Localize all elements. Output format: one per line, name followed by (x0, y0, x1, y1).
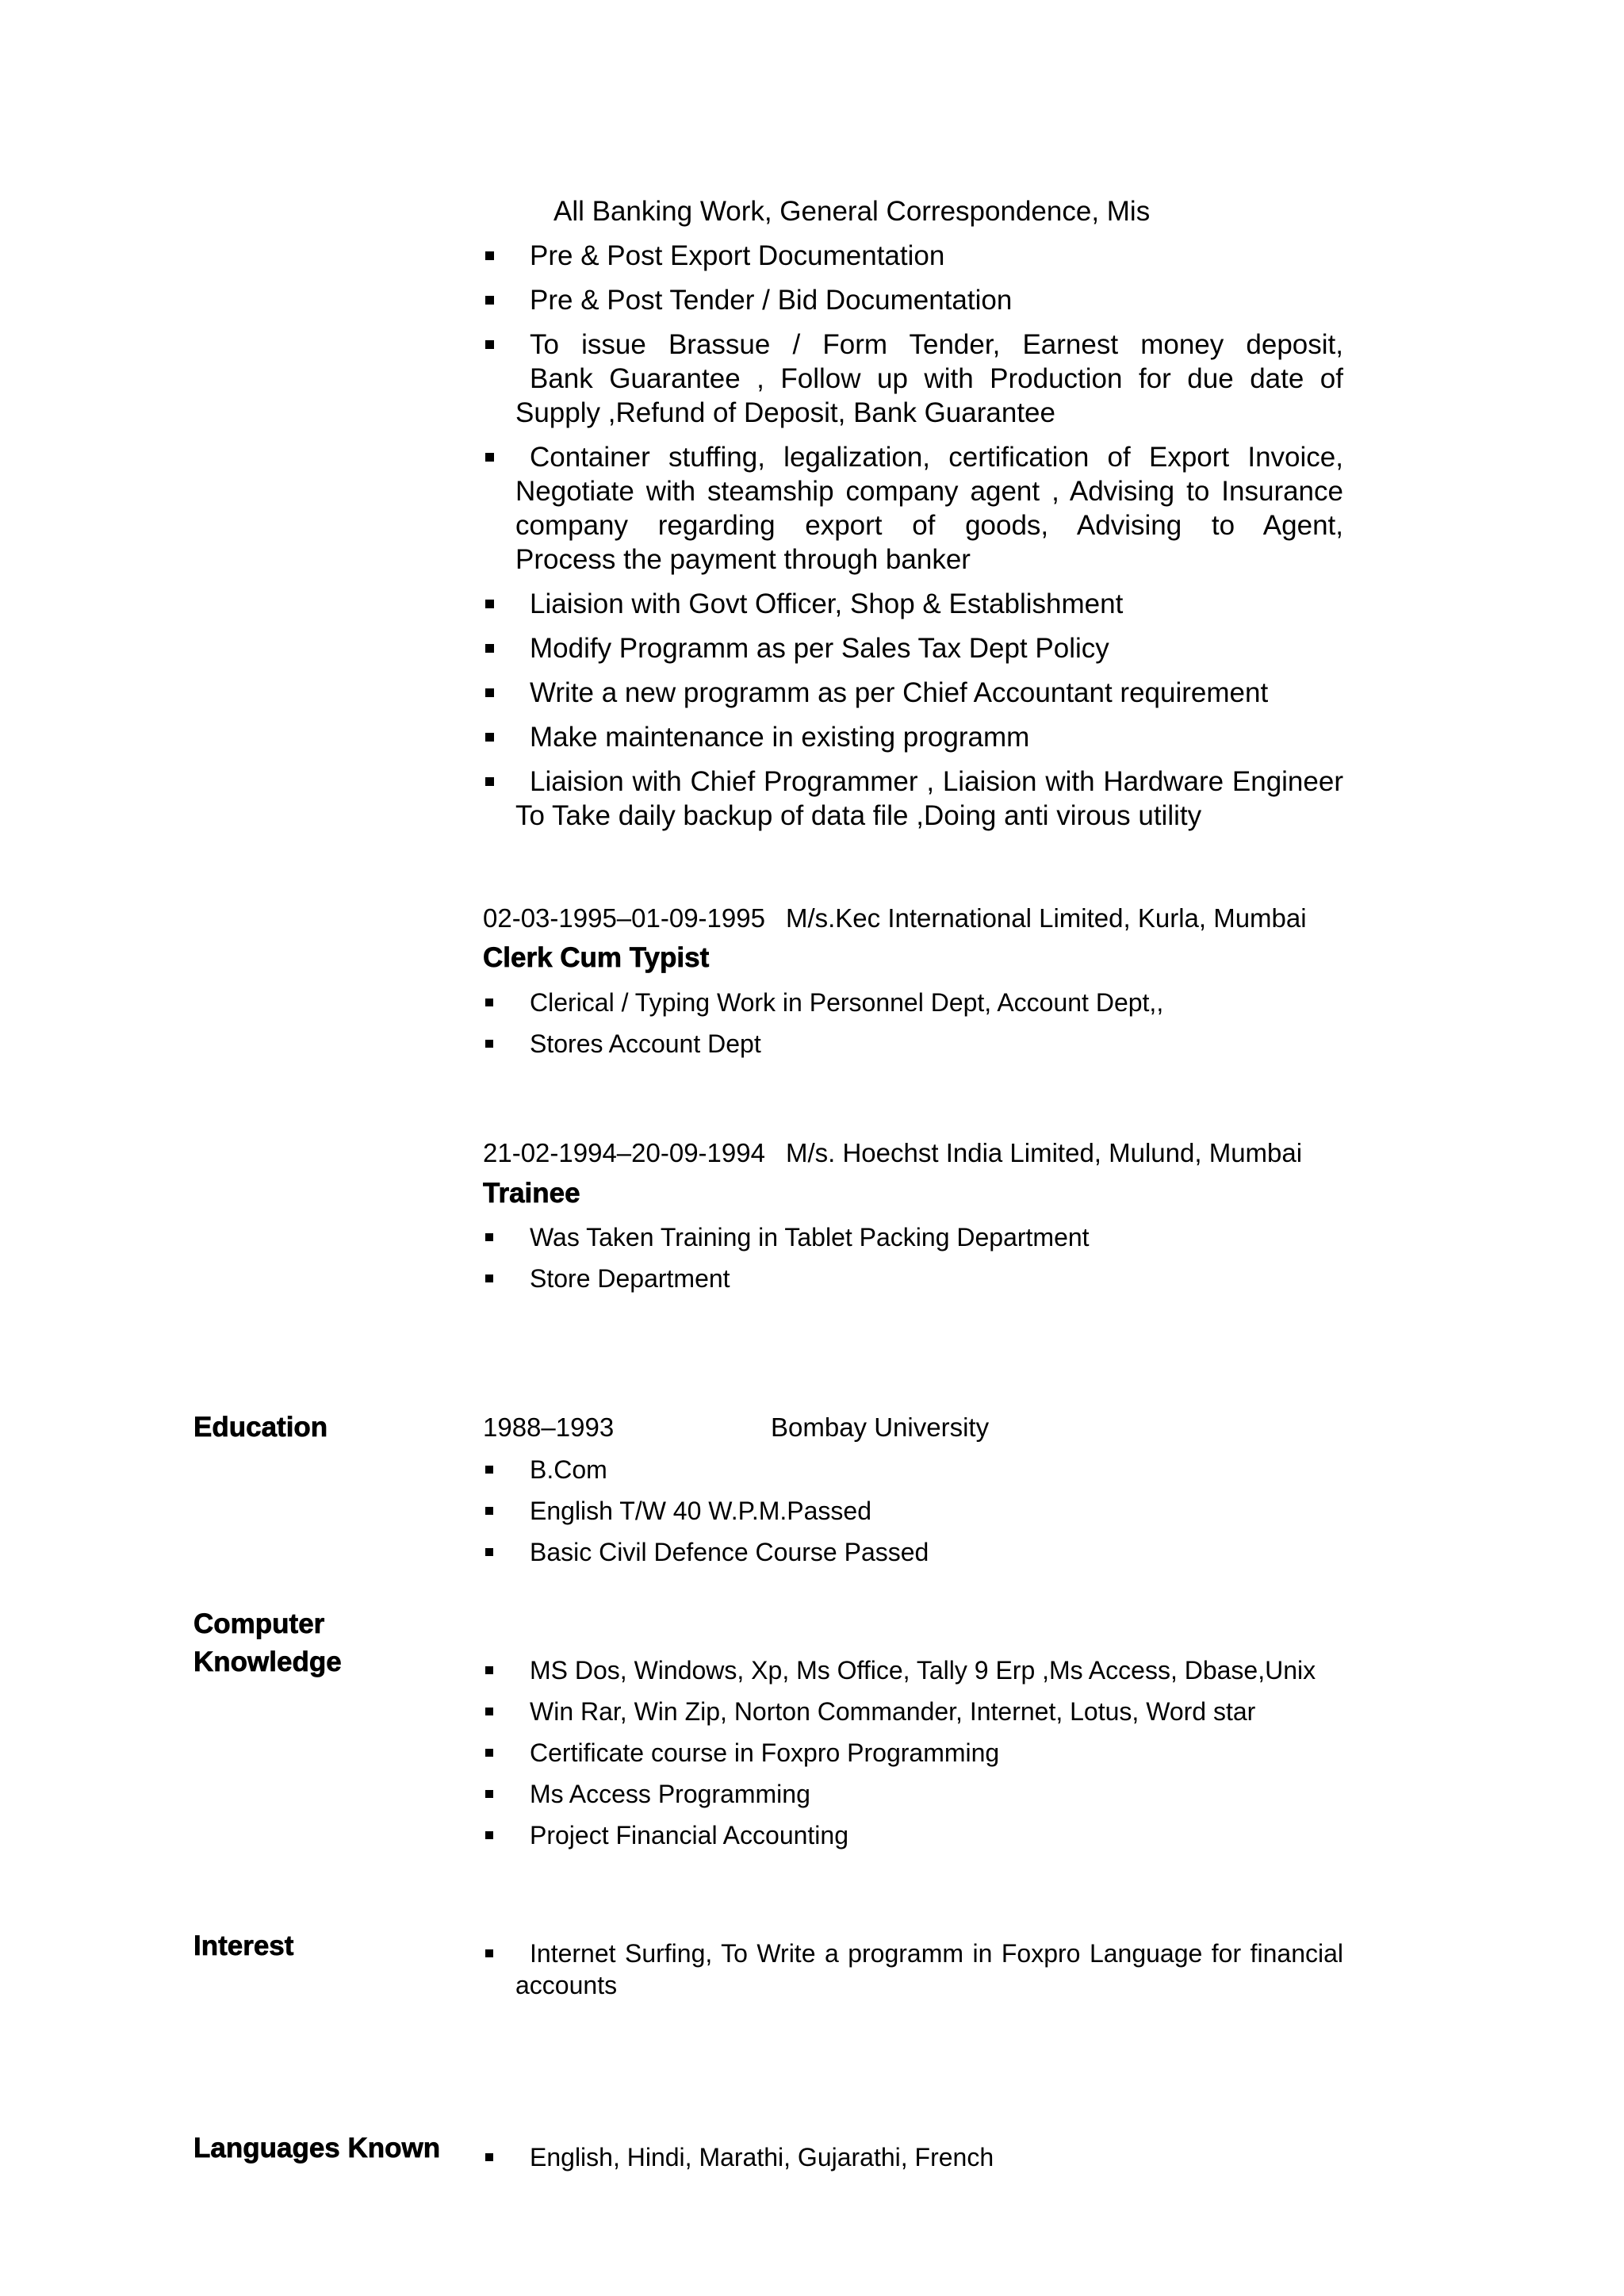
continued-duty-line: All Banking Work, General Correspondence, Mis (553, 196, 1151, 227)
languages-section (483, 2141, 1343, 2173)
duty-item (483, 1221, 1343, 1253)
duty-text: Pre & Post Tender / Bid Documentation (530, 285, 1013, 316)
skill-item (483, 1696, 1343, 1727)
bullet-icon (485, 1831, 493, 1839)
duty-text: Stores Account Dept (530, 1029, 761, 1058)
duty-item (483, 239, 1343, 273)
duty-text-line: Negotiate with steamship company agent , Advising to Insurance (515, 476, 1343, 507)
section-label-languages: Languages Known (193, 2133, 441, 2164)
bullet-icon (485, 1666, 493, 1674)
bullet-icon (485, 644, 494, 653)
skill-text: Win Rar, Win Zip, Norton Commander, Internet, Lotus, Word star (530, 1697, 1256, 1726)
duty-text: Clerical / Typing Work in Personnel Dept, Account Dept,, (530, 988, 1164, 1017)
bullet-icon (485, 1548, 493, 1556)
duty-text-line: To Take daily backup of data file ,Doing anti virous utility (515, 800, 1202, 831)
duty-item (483, 676, 1343, 710)
interest-item (483, 1938, 1343, 2001)
skill-item (483, 1737, 1343, 1769)
interest-section (483, 1938, 1343, 2001)
duty-text: Make maintenance in existing programm (530, 722, 1030, 753)
bullet-icon (485, 296, 494, 305)
duty-text-line: Liaision with Chief Programmer , Liaision with Hardware Engineer (530, 766, 1343, 797)
job-period: 02-03-1995–01-09-1995 (483, 903, 765, 933)
education-period: 1988–1993 (483, 1412, 615, 1442)
bullet-icon (485, 688, 494, 697)
duty-list (483, 1221, 1343, 1294)
duty-item (483, 1263, 1343, 1294)
duty-text: Modify Programm as per Sales Tax Dept Policy (530, 633, 1109, 664)
duty-item (483, 587, 1343, 621)
duty-text: Store Department (530, 1264, 730, 1293)
education-item (483, 1454, 1343, 1485)
interest-text-line: Internet Surfing, To Write a programm in Foxpro Language for financial (530, 1939, 1343, 1968)
bullet-icon (485, 1274, 493, 1282)
language-text: English, Hindi, Marathi, Gujarathi, French (530, 2143, 994, 2171)
language-item (483, 2141, 1343, 2173)
duty-text-line: Container stuffing, legalization, certification of Export Invoice, (530, 442, 1343, 473)
education-text: B.Com (530, 1455, 607, 1484)
computer-knowledge-section (483, 1654, 1343, 1851)
duty-text: Pre & Post Export Documentation (530, 240, 945, 271)
job-title: Trainee (483, 1178, 580, 1209)
duty-text-line: Supply ,Refund of Deposit, Bank Guarantee (515, 397, 1055, 428)
interest-list (483, 1938, 1343, 2001)
duty-text: Liaision with Govt Officer, Shop & Establishment (530, 588, 1124, 619)
job-employer: M/s.Kec International Limited, Kurla, Mumbai (785, 903, 1307, 933)
work-experience-continued (483, 194, 1343, 833)
job-header (483, 903, 1343, 934)
interest-text-line: accounts (515, 1971, 618, 1999)
job-title: Clerk Cum Typist (483, 942, 710, 973)
section-label-computer-knowledge: Computer Knowledge (193, 1608, 342, 1677)
bullet-icon (485, 999, 493, 1006)
education-list (483, 1454, 1343, 1568)
section-label-education: Education (193, 1412, 328, 1443)
duty-text-line: Bank Guarantee , Follow up with Production for due date of (530, 363, 1343, 394)
job-entry (483, 1137, 1343, 1294)
skill-item (483, 1778, 1343, 1810)
duty-item (483, 720, 1343, 754)
section-label-interest: Interest (193, 1930, 294, 1961)
skill-item (483, 1819, 1343, 1851)
skill-text: Ms Access Programming (530, 1780, 810, 1808)
skill-text: Project Financial Accounting (530, 1821, 848, 1849)
duty-item (483, 328, 1343, 430)
education-header (483, 1412, 1343, 1443)
education-item (483, 1495, 1343, 1527)
bullet-icon (485, 340, 494, 349)
job-period: 21-02-1994–20-09-1994 (483, 1138, 765, 1167)
bullet-icon (485, 1507, 493, 1515)
job-header (483, 1137, 1343, 1169)
duty-item (483, 283, 1343, 317)
bullet-icon (485, 251, 494, 260)
duty-text-line: To issue Brassue / Form Tender, Earnest money deposit, (530, 329, 1343, 360)
bullet-icon (485, 1790, 493, 1798)
duty-item (483, 631, 1343, 665)
job-entry (483, 903, 1343, 1060)
duty-item (483, 1028, 1343, 1060)
duty-item (483, 440, 1343, 577)
duty-list (483, 987, 1343, 1060)
bullet-icon (485, 1040, 493, 1048)
duty-item (483, 765, 1343, 833)
bullet-icon (485, 1949, 493, 1957)
skills-list (483, 1654, 1343, 1851)
duty-text: Was Taken Training in Tablet Packing Department (530, 1223, 1090, 1251)
education-institution: Bombay University (771, 1412, 990, 1442)
bullet-icon (485, 1749, 493, 1757)
education-section (483, 1412, 1343, 1568)
bullet-icon (485, 733, 494, 742)
languages-list (483, 2141, 1343, 2173)
bullet-icon (485, 1466, 493, 1474)
education-item (483, 1536, 1343, 1568)
duty-list (483, 239, 1343, 833)
bullet-icon (485, 2153, 493, 2161)
bullet-icon (485, 600, 494, 608)
skill-text: MS Dos, Windows, Xp, Ms Office, Tally 9 Erp ,Ms Access, Dbase,Unix (530, 1656, 1316, 1685)
bullet-icon (485, 1233, 493, 1241)
education-text: Basic Civil Defence Course Passed (530, 1538, 929, 1566)
bullet-icon (485, 453, 494, 462)
education-text: English T/W 40 W.P.M.Passed (530, 1497, 871, 1525)
bullet-icon (485, 1708, 493, 1715)
duty-item (483, 987, 1343, 1018)
job-employer: M/s. Hoechst India Limited, Mulund, Mumbai (785, 1138, 1303, 1167)
duty-text: Write a new programm as per Chief Accountant requirement (530, 677, 1269, 708)
skill-item (483, 1654, 1343, 1686)
skill-text: Certificate course in Foxpro Programming (530, 1738, 1000, 1767)
bullet-icon (485, 777, 494, 786)
duty-text-line: company regarding export of goods, Advising to Agent, (515, 510, 1343, 541)
duty-text-line: Process the payment through banker (515, 544, 971, 575)
